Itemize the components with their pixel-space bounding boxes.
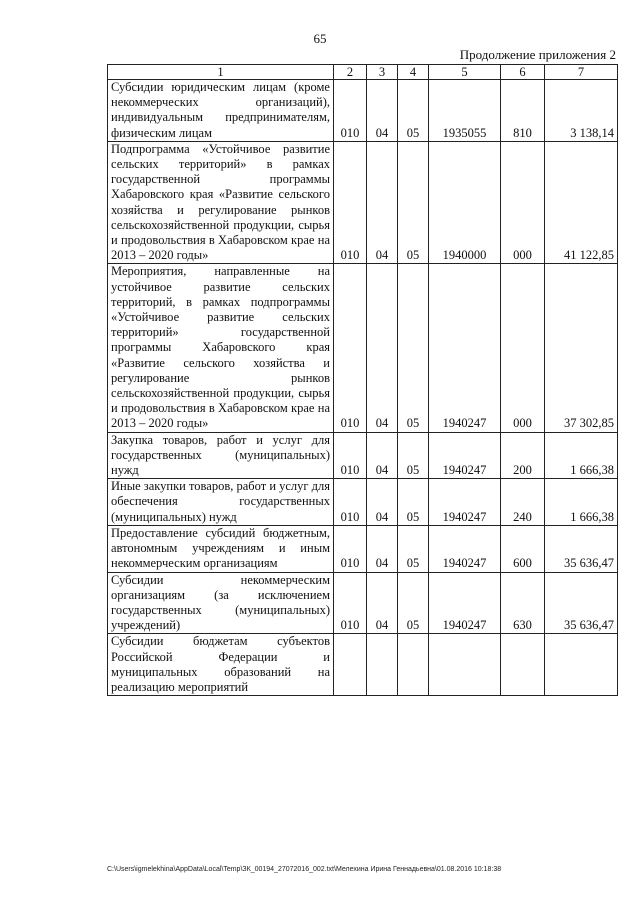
- subsection-code-cell: 05: [398, 432, 429, 479]
- ministry-code-cell: 010: [334, 479, 367, 526]
- target-article-cell: 1940000: [429, 141, 501, 264]
- target-article-cell: 1940247: [429, 572, 501, 634]
- expense-type-cell: 600: [501, 525, 545, 572]
- subsection-code-cell: 05: [398, 264, 429, 432]
- table-row: [108, 141, 618, 264]
- section-code-cell: [367, 634, 398, 696]
- table-row: [108, 264, 618, 432]
- ministry-code-cell: 010: [334, 141, 367, 264]
- expense-type-cell: [501, 634, 545, 696]
- target-article-cell: 1935055: [429, 80, 501, 142]
- page-number: 65: [313, 31, 327, 46]
- table-row: [108, 634, 618, 696]
- row-name-cell: Подпрограмма «Устойчивое развитие сельских территорий» в рамках государственной программы Хабаровского края «Развитие сельского хозяйства и регулирование рынков сельскохозяйственной продукции, сырья и продовольствия в Хабаровском крае на 2013 – 2020 годы»: [108, 141, 334, 264]
- header-cell: 4: [398, 65, 429, 80]
- target-article-cell: 1940247: [429, 525, 501, 572]
- expense-type-cell: 630: [501, 572, 545, 634]
- ministry-code-cell: 010: [334, 80, 367, 142]
- row-name-cell: Закупка товаров, работ и услуг для государственных (муниципальных) нужд: [108, 432, 334, 479]
- budget-table: [107, 64, 618, 696]
- target-article-cell: 1940247: [429, 479, 501, 526]
- table-row: [108, 432, 618, 479]
- section-code-cell: 04: [367, 479, 398, 526]
- section-code-cell: 04: [367, 572, 398, 634]
- table-row: [108, 572, 618, 634]
- subsection-code-cell: 05: [398, 479, 429, 526]
- subsection-code-cell: 05: [398, 80, 429, 142]
- row-name-cell: Мероприятия, направленные на устойчивое развитие сельских территорий, в рамках подпрограммы «Устойчивое развитие сельских территорий» государственной программы Хабаровского края «Развитие сельского хозяйства и регулирование рынков сельскохозяйственной продукции, сырья и продовольствия в Хабаровском крае на 2013 – 2020 годы»: [108, 264, 334, 432]
- header-cell: 2: [334, 65, 367, 80]
- amount-cell: 37 302,85: [545, 264, 618, 432]
- table-row: [108, 525, 618, 572]
- amount-cell: 41 122,85: [545, 141, 618, 264]
- ministry-code-cell: [334, 634, 367, 696]
- row-name-cell: Субсидии юридическим лицам (кроме некоммерческих организаций), индивидуальным предпринимателям, физическим лицам: [108, 80, 334, 142]
- header-cell: 1: [108, 65, 334, 80]
- expense-type-cell: 240: [501, 479, 545, 526]
- ministry-code-cell: 010: [334, 572, 367, 634]
- table-row: [108, 479, 618, 526]
- row-name-cell: Предоставление субсидий бюджетным, автономным учреждениям и иным некоммерческим организациям: [108, 525, 334, 572]
- section-code-cell: 04: [367, 264, 398, 432]
- subsection-code-cell: 05: [398, 572, 429, 634]
- header-cell: 7: [545, 65, 618, 80]
- expense-type-cell: 810: [501, 80, 545, 142]
- target-article-cell: 1940247: [429, 432, 501, 479]
- target-article-cell: [429, 634, 501, 696]
- header-row: [108, 65, 618, 80]
- amount-cell: 3 138,14: [545, 80, 618, 142]
- amount-cell: [545, 634, 618, 696]
- table-row: [108, 80, 618, 142]
- header-cell: 6: [501, 65, 545, 80]
- section-code-cell: 04: [367, 141, 398, 264]
- amount-cell: 1 666,38: [545, 432, 618, 479]
- ministry-code-cell: 010: [334, 525, 367, 572]
- footer-path: C:\Users\igmelekhina\AppData\Local\Temp\ЗК_00194_27072016_002.txt\Мелехина Ирина Геннадьевна\01.08.2016 10:18:38: [107, 866, 502, 873]
- appendix-note: Продолжение приложения 2: [459, 47, 616, 62]
- row-name-cell: Иные закупки товаров, работ и услуг для обеспечения государственных (муниципальных) нужд: [108, 479, 334, 526]
- ministry-code-cell: 010: [334, 264, 367, 432]
- amount-cell: 35 636,47: [545, 572, 618, 634]
- header-cell: 5: [429, 65, 501, 80]
- target-article-cell: 1940247: [429, 264, 501, 432]
- expense-type-cell: 000: [501, 141, 545, 264]
- amount-cell: 35 636,47: [545, 525, 618, 572]
- subsection-code-cell: 05: [398, 141, 429, 264]
- section-code-cell: 04: [367, 80, 398, 142]
- header-cell: 3: [367, 65, 398, 80]
- section-code-cell: 04: [367, 432, 398, 479]
- expense-type-cell: 000: [501, 264, 545, 432]
- row-name-cell: Субсидии бюджетам субъектов Российской Федерации и муниципальных образований на реализацию мероприятий: [108, 634, 334, 696]
- row-name-cell: Субсидии некоммерческим организациям (за исключением государственных (муниципальных) учреждений): [108, 572, 334, 634]
- subsection-code-cell: 05: [398, 525, 429, 572]
- subsection-code-cell: [398, 634, 429, 696]
- ministry-code-cell: 010: [334, 432, 367, 479]
- amount-cell: 1 666,38: [545, 479, 618, 526]
- section-code-cell: 04: [367, 525, 398, 572]
- expense-type-cell: 200: [501, 432, 545, 479]
